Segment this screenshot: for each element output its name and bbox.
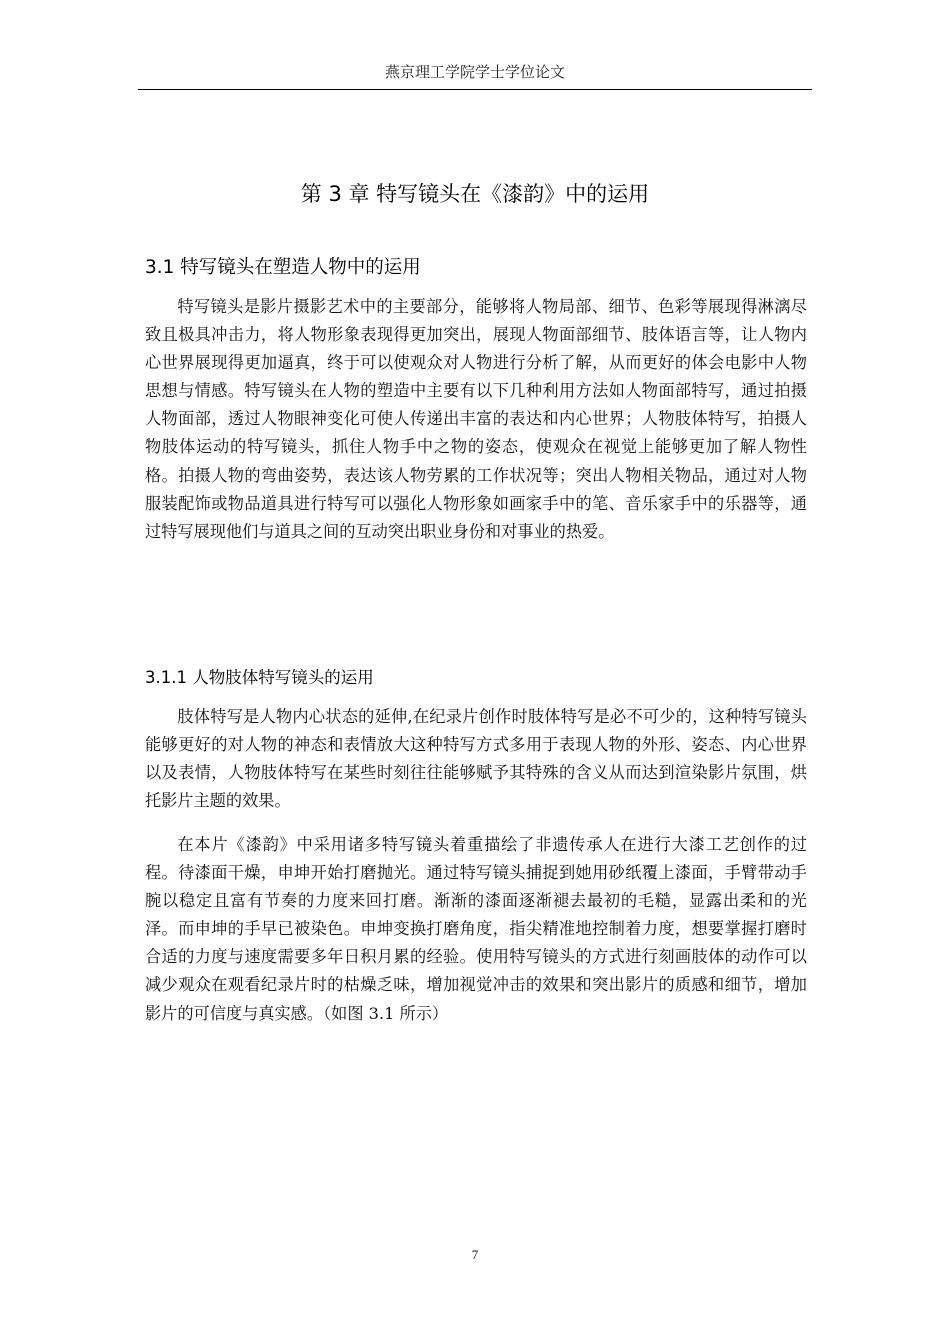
running-header: 燕京理工学院学士学位论文 — [384, 63, 565, 81]
subsection-paragraph-1: 肢体特写是人物内心状态的延伸,在纪录片创作时肢体特写是必不可少的，这种特写镜头能够更好的对人物的神态和表情放大这种特写方式多用于表现人物的外形、姿态、内心世界以及表情，人物肢体特写在某些时刻往往能够赋予其特殊的含义从而达到渲染影片氛围，烘托影片主题的效果。 — [145, 707, 807, 811]
chapter-title: 第 3 章 特写镜头在《漆韵》中的运用 — [300, 182, 650, 206]
page-number: 7 — [471, 1247, 479, 1262]
subsection-paragraph-2: 在本片《漆韵》中采用诸多特写镜头着重描绘了非遗传承人在进行大漆工艺创作的过程。待漆面干燥，申坤开始打磨抛光。通过特写镜头捕捉到她用砂纸覆上漆面，手臂带动手腕以稳定且富有节奏的力度来回打磨。渐渐的漆面逐渐褪去最初的毛糙，显露出柔和的光泽。而申坤的手早已被染色。申坤变换打磨角度，指尖精准地控制着力度，想要掌握打磨时合适的力度与速度需要多年日积月累的经验。使用特写镜头的方式进行刻画肢体的动作可以减少观众在观看纪录片时的枯燥乏味，增加视觉冲击的效果和突出影片的质感和细节，增加影片的可信度与真实感。（如图 3.1 所示） — [145, 835, 807, 1023]
section-paragraph: 特写镜头是影片摄影艺术中的主要部分，能够将人物局部、细节、色彩等展现得淋漓尽致且极具冲击力，将人物形象表现得更加突出，展现人物面部细节、肢体语言等，让人物内心世界展现得更加逼真，终于可以使观众对人物进行分析了解，从而更好的体会电影中人物思想与情感。特写镜头在人物的塑造中主要有以下几种利用方法如人物面部特写，通过拍摄人物面部，透过人物眼神变化可使人传递出丰富的表达和内心世界；人物肢体特写，拍摄人物肢体运动的特写镜头，抓住人物手中之物的姿态，使观众在视觉上能够更加了解人物性格。拍摄人物的弯曲姿势，表达该人物劳累的工作状况等；突出人物相关物品，通过对人物服装配饰或物品道具进行特写可以强化人物形象如画家手中的笔、音乐家手中的乐器等，通过特写展现他们与道具之间的互动突出职业身份和对事业的热爱。 — [145, 297, 807, 541]
subsection-heading: 3.1.1 人物肢体特写镜头的运用 — [145, 668, 374, 687]
section-heading: 3.1 特写镜头在塑造人物中的运用 — [145, 257, 421, 278]
header-rule — [138, 89, 812, 90]
